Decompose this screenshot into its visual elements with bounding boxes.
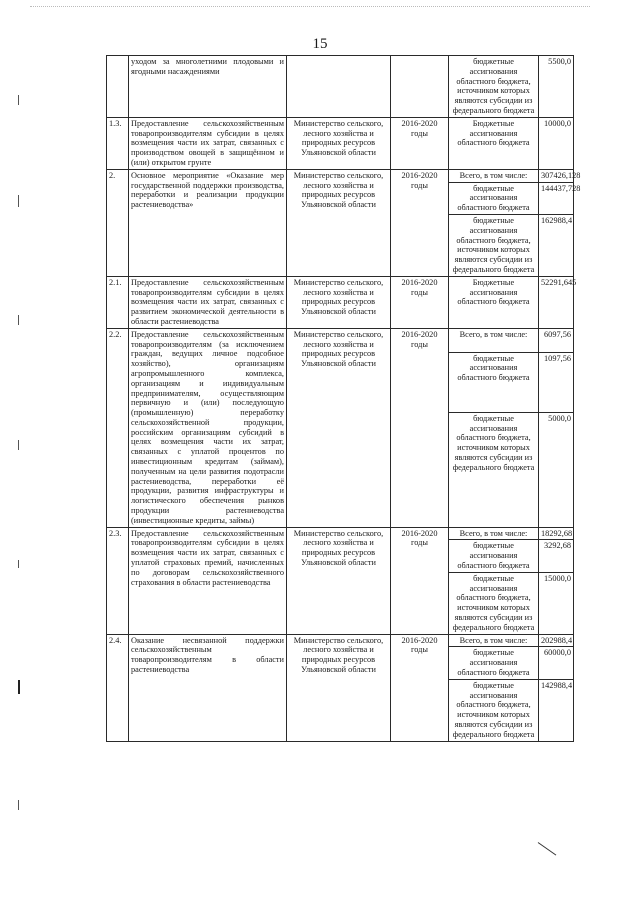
measure-name: уходом за многолетними плодовыми и ягодными насаждениями (129, 56, 287, 118)
funding-amount: 307426,128 (539, 169, 574, 182)
funding-source: бюджетные ассигнования областного бюджета, источником которых являются субсидии из федерального бюджета (449, 679, 539, 741)
funding-source: Всего, в том числе: (449, 527, 539, 540)
row-number: 2.3. (107, 527, 129, 634)
funding-amount: 60000,0 (539, 647, 574, 679)
funding-amount: 144437,728 (539, 182, 574, 214)
executor: Министерство сельского, лесного хозяйства и природных ресурсов Ульяновской области (287, 169, 391, 276)
table-row (107, 169, 574, 182)
table-row (107, 328, 574, 352)
executor (287, 56, 391, 118)
funding-source: бюджетные ассигнования областного бюджета (449, 540, 539, 572)
funding-amount: 15000,0 (539, 572, 574, 634)
row-number: 2.2. (107, 328, 129, 527)
measure-name: Предоставление сельскохозяйственным товаропроизводителям субсидии в целях возмещения части их затрат, связанных с развитием экономической деятельности в области растениеводства (129, 276, 287, 328)
measure-name: Основное мероприятие «Оказание мер государственной поддержки производства, переработки и реализации продукции растениеводства» (129, 169, 287, 276)
funding-source: Бюджетные ассигнования областного бюджета (449, 276, 539, 328)
margin-mark (18, 95, 19, 105)
term: 2016-2020 годы (391, 527, 449, 634)
funding-amount: 142988,4 (539, 679, 574, 741)
term: 2016-2020 годы (391, 117, 449, 169)
funding-source: бюджетные ассигнования областного бюджета (449, 352, 539, 412)
row-number: 2.1. (107, 276, 129, 328)
executor: Министерство сельского, лесного хозяйства и природных ресурсов Ульяновской области (287, 276, 391, 328)
table-body (107, 56, 581, 742)
funding-source: бюджетные ассигнования областного бюджета, источником которых являются субсидии из федерального бюджета (449, 412, 539, 527)
measure-name: Оказание несвязанной поддержки сельскохозяйственным товаропроизводителям в области растениеводства (129, 634, 287, 741)
page-number: 15 (312, 36, 328, 52)
funding-source: бюджетные ассигнования областного бюджета (449, 182, 539, 214)
funding-amount: 5000,0 (539, 412, 574, 527)
executor: Министерство сельского, лесного хозяйства и природных ресурсов Ульяновской области (287, 117, 391, 169)
margin-mark (18, 800, 19, 810)
table-row (107, 527, 574, 540)
funding-source: Всего, в том числе: (449, 634, 539, 647)
funding-amount: 3292,68 (539, 540, 574, 572)
executor: Министерство сельского, лесного хозяйства и природных ресурсов Ульяновской области (287, 328, 391, 527)
margin-mark (18, 315, 19, 325)
table-row (107, 117, 574, 169)
executor: Министерство сельского, лесного хозяйства и природных ресурсов Ульяновской области (287, 634, 391, 741)
funding-source: Всего, в том числе: (449, 328, 539, 352)
executor: Министерство сельского, лесного хозяйства и природных ресурсов Ульяновской области (287, 527, 391, 634)
row-number: 1.3. (107, 117, 129, 169)
margin-mark (18, 560, 19, 568)
funding-amount: 202988,4 (539, 634, 574, 647)
funding-source: Бюджетные ассигнования областного бюджета (449, 117, 539, 169)
funding-source: бюджетные ассигнования областного бюджета, источником которых являются субсидии из федерального бюджета (449, 56, 539, 118)
funding-amount: 1097,56 (539, 352, 574, 412)
row-number: 2.4. (107, 634, 129, 741)
term: 2016-2020 годы (391, 328, 449, 527)
measure-name: Предоставление сельскохозяйственным товаропроизводителям субсидии в целях возмещения части их затрат, связанных с производством овощей в защищённом и (или) открытом грунте (129, 117, 287, 169)
funding-amount: 162988,4 (539, 214, 574, 276)
table-row (107, 276, 574, 328)
measure-name: Предоставление сельскохозяйственным товаропроизводителям (за исключением граждан, ведущих личное подсобное хозяйство), организациям агропромышленного комплекса, организациям и индивидуальным предпринимателям, осуществляющим первичную и (или) последующую (промышленную) переработку сельскохозяйственной продукции, российским организациям субсидий в целях возмещения части их затрат, связанных с уплатой процентов по инвестиционным кредитам (займам), полученным на цели развития подотрасли растениеводства, переработки её продукции, развития инфраструктуры и логистического обеспечения рынков продукции растениеводства (инвестиционные кредиты, займы) (129, 328, 287, 527)
funding-source: бюджетные ассигнования областного бюджета (449, 647, 539, 679)
scan-artifact-top (30, 6, 590, 8)
pen-stroke (538, 842, 557, 855)
table-row (107, 634, 574, 647)
term (391, 56, 449, 118)
row-number (107, 56, 129, 118)
term: 2016-2020 годы (391, 276, 449, 328)
funding-source: бюджетные ассигнования областного бюджета, источником которых являются субсидии из федерального бюджета (449, 214, 539, 276)
funding-amount: 10000,0 (539, 117, 574, 169)
margin-mark (18, 195, 19, 207)
measure-name: Предоставление сельскохозяйственным товаропроизводителям субсидии в целях возмещения части их затрат, связанных с уплатой страховых премий, начисленных по договорам сельскохозяйственного страхования в области растениеводства (129, 527, 287, 634)
funding-amount: 6097,56 (539, 328, 574, 352)
funding-amount: 18292,68 (539, 527, 574, 540)
margin-mark (18, 680, 20, 694)
margin-mark (18, 440, 19, 450)
funding-source: бюджетные ассигнования областного бюджета, источником которых являются субсидии из федерального бюджета (449, 572, 539, 634)
funding-source: Всего, в том числе: (449, 169, 539, 182)
term: 2016-2020 годы (391, 634, 449, 741)
term: 2016-2020 годы (391, 169, 449, 276)
funding-amount: 5500,0 (539, 56, 574, 118)
row-number: 2. (107, 169, 129, 276)
budget-table (106, 55, 581, 742)
funding-amount: 52291,645 (539, 276, 574, 328)
table-row (107, 56, 574, 118)
